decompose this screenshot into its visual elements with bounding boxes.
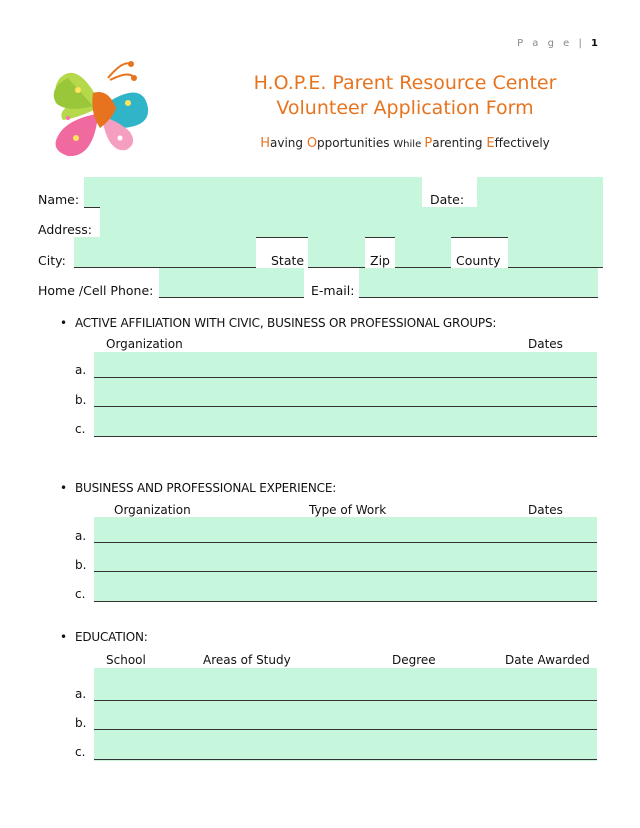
civic-row-a: a. bbox=[75, 363, 87, 377]
education-row-line bbox=[94, 700, 597, 701]
bullet: • bbox=[60, 630, 67, 644]
phone-label: Home /Cell Phone: bbox=[38, 283, 154, 298]
civic-row-line bbox=[94, 377, 597, 378]
form-title-line2: Volunteer Application Form bbox=[276, 97, 534, 119]
business-heading: BUSINESS AND PROFESSIONAL EXPERIENCE: bbox=[75, 481, 337, 495]
date-field[interactable] bbox=[477, 177, 603, 208]
business-row-b: b. bbox=[75, 558, 87, 572]
city-label: City: bbox=[38, 253, 66, 268]
email-field[interactable] bbox=[359, 268, 598, 298]
butterfly-icon bbox=[38, 58, 153, 163]
bullet: • bbox=[60, 316, 67, 330]
civic-row-line bbox=[94, 436, 597, 437]
education-heading: EDUCATION: bbox=[75, 630, 148, 644]
date-label: Date: bbox=[430, 192, 465, 207]
zip-field[interactable] bbox=[395, 237, 451, 268]
business-table-field[interactable] bbox=[94, 517, 597, 602]
business-col-dates: Dates bbox=[528, 503, 563, 517]
education-row-a: a. bbox=[75, 687, 87, 701]
education-col-date-awarded: Date Awarded bbox=[505, 653, 590, 667]
state-label: State bbox=[271, 253, 305, 268]
address-label: Address: bbox=[38, 222, 92, 237]
civic-row-c: c. bbox=[75, 422, 86, 436]
education-col-school: School bbox=[106, 653, 146, 667]
civic-row-line bbox=[94, 406, 597, 407]
form-title-line1: H.O.P.E. Parent Resource Center bbox=[253, 72, 557, 94]
education-row-line bbox=[94, 759, 597, 760]
business-row-line bbox=[94, 542, 597, 543]
education-table-field[interactable] bbox=[94, 668, 597, 761]
city-field[interactable] bbox=[74, 237, 256, 268]
civic-col-dates: Dates bbox=[528, 337, 563, 351]
state-field[interactable] bbox=[308, 237, 365, 268]
education-row-b: b. bbox=[75, 716, 87, 730]
name-field[interactable] bbox=[84, 177, 422, 208]
name-label: Name: bbox=[38, 192, 80, 207]
business-row-c: c. bbox=[75, 587, 86, 601]
education-row-line bbox=[94, 729, 597, 730]
bullet: • bbox=[60, 481, 67, 495]
business-col-type-of-work: Type of Work bbox=[309, 503, 387, 517]
address-field[interactable] bbox=[100, 207, 603, 238]
business-row-line bbox=[94, 571, 597, 572]
education-col-areas-of-study: Areas of Study bbox=[203, 653, 291, 667]
email-label: E-mail: bbox=[311, 283, 355, 298]
county-label: County bbox=[456, 253, 501, 268]
civic-row-b: b. bbox=[75, 393, 87, 407]
business-row-line bbox=[94, 601, 597, 602]
phone-field[interactable] bbox=[159, 268, 304, 298]
page-number: P a g e | 1 bbox=[517, 38, 598, 49]
education-col-degree: Degree bbox=[392, 653, 436, 667]
business-row-a: a. bbox=[75, 529, 87, 543]
education-row-c: c. bbox=[75, 745, 86, 759]
civic-heading: ACTIVE AFFILIATION WITH CIVIC, BUSINESS OR PROFESSIONAL GROUPS: bbox=[75, 316, 497, 330]
civic-table-field[interactable] bbox=[94, 352, 597, 437]
zip-label: Zip bbox=[370, 253, 390, 268]
county-field[interactable] bbox=[508, 237, 603, 268]
tagline: Having Opportunities While Parenting Effectively bbox=[260, 136, 550, 151]
business-col-organization: Organization bbox=[114, 503, 191, 517]
civic-col-organization: Organization bbox=[106, 337, 183, 351]
